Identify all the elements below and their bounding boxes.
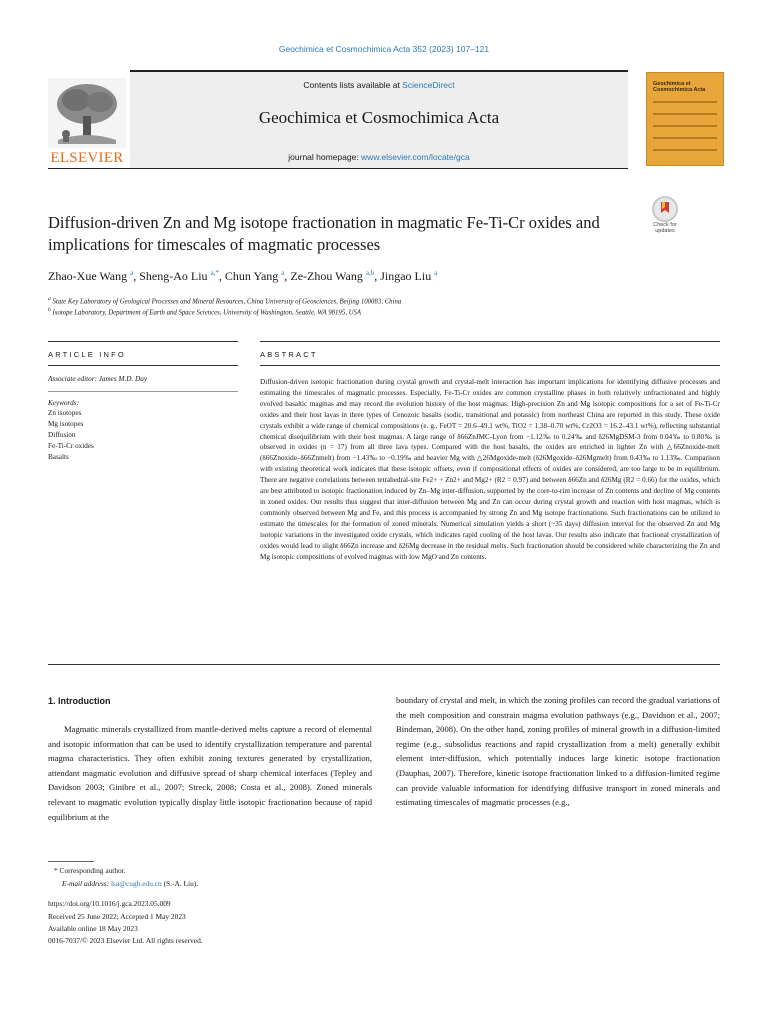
author-affiliation-mark[interactable]: a,*	[210, 269, 219, 277]
keyword-item: Zn isotopes	[48, 409, 82, 417]
abstract-rule	[260, 341, 720, 342]
homepage-link[interactable]: www.elsevier.com/locate/gca	[361, 152, 470, 162]
article-info-rule	[48, 341, 238, 342]
footnote-rule	[48, 861, 94, 862]
cover-band	[653, 137, 717, 139]
corresponding-author-note: * Corresponding author.	[54, 866, 126, 875]
author-name: Jingao Liu	[380, 269, 432, 283]
homepage-prefix: journal homepage:	[288, 152, 362, 162]
author-list: Zhao-Xue Wang $^a$, Sheng-Ao Liu $^{a,*}$, Chun Yang $^a$, Ze-Zhou Wang $^{a,b}$, Jingao Liu $^a$	[48, 269, 438, 283]
affiliation-text: Isotope Laboratory, Department of Earth and Space Sciences, University of Washington, Seattle, WA 98195, USA	[52, 309, 362, 317]
author-affiliation-mark[interactable]: a	[130, 269, 134, 277]
abstract-rule	[260, 365, 720, 366]
cover-band	[653, 113, 717, 115]
introduction-heading: 1. Introduction	[48, 696, 111, 706]
abstract-text: Diffusion-driven isotopic fractionation during crystal growth and crystal-melt interaction has important implications for identifying diffusive processes and estimating the timescales of magmatic processes. Especially, Fe-Ti-Cr oxides are common crystalline phases in both relatively unfractionated and highly evolved basaltic magmas and may record the evolution history of the host magmas. High-precision Zn and Mg isotopic compositions for a set of Fe-Ti-Cr oxides and their host lavas in three types of Cenozoic basalts (sodic, transitional and potassic) from northeast China are reported in this study. These oxide crystals exhibit a wide range of chemical compositions (e. g., FeOT = 20.6–49.1 wt%, TiO2 = 1.38–0.70 wt%, Cr2O3 = 16.2–43.1 wt%), reflecting substantial chemical disequilibrium with their host magmas. A large range of δ66ZnJMC-Lyon from −1.12‰ to 0.24‰ and δ26MgDSM-3 from 0.04‰ to 0.80‰ is observed in oxides (n = 17) from all three lava types. Compared with the host basalts, the oxides are enriched in lighter Zn with △66Znoxide-melt (δ66Znoxide–δ66Znmelt) from −1.43‰ to −0.19‰ and heavier Mg with △26Mgoxide-melt (δ26Mgoxide–δ26Mgmelt) from 0.43‰ to 1.13‰. Comparison with existing theoretical work indicates that these isotopic offsets, even if compositional effects of oxides are considered, are too large to be in equilibrium. There are negative correlations between tetrahedral-site Fe2+ + Zn2+ and Mg2+ (R2 = 0.97) and between δ66Zn and δ26Mg (R2 = 0.66) for the oxides, which are best attributed to isotopic fractionation induced by Zn–Mg inter-diffusion, supported by the core-to-rim increase of Zn contents and decline of Mg contents in zoned oxides. Our results thus suggest that inter-diffusion between Mg and Zn can occur during crystal growth and reaction with host magmas, which is commonly observed between Mg and Fe, and this process is accompanied by strong Zn and Mg isotope fractionations. Such fractionations can be utilized to estimate the timescales for the formation of zoned minerals. Numerical simulation yields a short (~35 days) diffusion interval for the observed Zn and Mg isotopic variations in the investigated oxide crystals, which indicates rapid cooling of the host lavas. Our results also indicate that fractional crystallization of oxides would lead to slight δ66Zn increase and δ26Mg decrease in the residual melts. Such fractionation should be considered while characterizing the Zn and Mg isotopic compositions of evolved magmas with low MgO and Zn contents.	[260, 378, 720, 561]
abstract-bottom-rule	[48, 664, 720, 665]
header-divider	[48, 168, 628, 169]
cover-band	[653, 149, 717, 151]
keyword-item: Diffusion	[48, 431, 76, 439]
article-info-heading: ARTICLE INFO	[48, 350, 126, 359]
author-name: Chun Yang	[224, 269, 279, 283]
journal-title: Geochimica et Cosmochimica Acta	[258, 108, 500, 127]
keyword-item: Basalts	[48, 453, 69, 461]
author-name: Sheng-Ao Liu	[139, 269, 208, 283]
doi-link[interactable]: https://doi.org/10.1016/j.gca.2023.05.009	[48, 899, 171, 908]
affiliation-text: State Key Laboratory of Geological Processes and Mineral Resources, China University of Geosciences, Beijing 100083, China	[52, 298, 402, 306]
check-for-updates-label: Check for updates	[653, 222, 677, 234]
affiliation-a	[48, 296, 401, 305]
author-affiliation-mark[interactable]: a	[434, 269, 438, 277]
affiliation-b	[48, 307, 361, 316]
author-affiliation-mark[interactable]: a,b	[365, 269, 375, 277]
affiliation-mark: b	[48, 307, 51, 313]
publisher-name: ELSEVIER	[50, 150, 124, 166]
email-link[interactable]: lsa@cugb.edu.cn	[111, 879, 162, 888]
check-for-updates-button[interactable]	[646, 196, 684, 236]
introduction-column-2: boundary of crystal and melt, in which the zoning profiles can record the gradual variations of the melt composition and constrain magma evolution pathways (e.g., Davidson et al., 2007; Bindeman, 2008). On the other hand, zoning profiles of mineral growth in a diffusion-limited regime (e.g., subsolidus reactions and rapid crystallization from a melt) generally exhibit element inter-diffusion, which potentially induces large kinetic isotope fractionation (Dauphas, 2007). Therefore, kinetic isotope fractionation linked to a diffusion-limited regime can provide valuable information for identifying diffusive transport in zoned minerals and estimating timescales of magmatic processes (e.g.,	[396, 695, 720, 808]
journal-cover-thumbnail-icon[interactable]	[646, 72, 724, 166]
journal-homepage	[130, 152, 628, 162]
affiliation-mark: a	[48, 296, 51, 302]
article-info-rule	[48, 365, 238, 366]
article-title: Diffusion-driven Zn and Mg isotope fractionation in magmatic Fe-Ti-Cr oxides and implications for timescales of magmatic processes	[48, 213, 600, 254]
introduction-column-1: Magmatic minerals crystallized from mantle-derived melts capture a record of elemental and isotopic information that can be used to identify crystallization temperature and parental magma characteristics. They often exhibit zoning textures generated by crystallization, attendant magmatic evolution and diffusive spread of sharp chemical interfaces (Tepley and Davidson 2003; Ginibre et al., 2007; Streck, 2008; Costa et al., 2008). Zoned minerals relevant to magmatic evolution typically display little isotopic fractionation because of rapid equilibrium at the	[48, 724, 372, 822]
email-suffix: (S.-A. Liu).	[161, 879, 199, 888]
contents-line	[130, 80, 628, 90]
available-online: Available online 18 May 2023	[48, 924, 138, 933]
keywords-label: Keywords:	[48, 399, 79, 407]
contents-prefix: Contents lists available at	[303, 80, 403, 90]
abstract-heading: ABSTRACT	[260, 350, 318, 359]
check-for-updates-icon	[652, 196, 678, 222]
author-affiliation-mark[interactable]: a	[281, 269, 285, 277]
email-line	[62, 879, 198, 888]
copyright: 0016-7037/© 2023 Elsevier Ltd. All rights reserved.	[48, 936, 203, 945]
article-info-divider	[48, 391, 238, 392]
cover-title: Geochimica et Cosmochimica Acta	[653, 81, 706, 94]
associate-editor: Associate editor: James M.D. Day	[48, 375, 148, 383]
keyword-item: Fe-Ti-Cr oxides	[48, 442, 94, 450]
email-label: E-mail address:	[62, 879, 111, 888]
journal-citation[interactable]: Geochimica et Cosmochimica Acta 352 (2023) 107–121	[278, 44, 490, 54]
sciencedirect-link[interactable]: ScienceDirect	[402, 80, 455, 90]
cover-band	[653, 125, 717, 127]
received-dates: Received 25 June 2022; Accepted 1 May 2023	[48, 912, 186, 921]
author-name: Ze-Zhou Wang	[290, 269, 363, 283]
cover-band	[653, 101, 717, 103]
keyword-item: Mg isotopes	[48, 420, 84, 428]
author-name: Zhao-Xue Wang	[48, 269, 128, 283]
